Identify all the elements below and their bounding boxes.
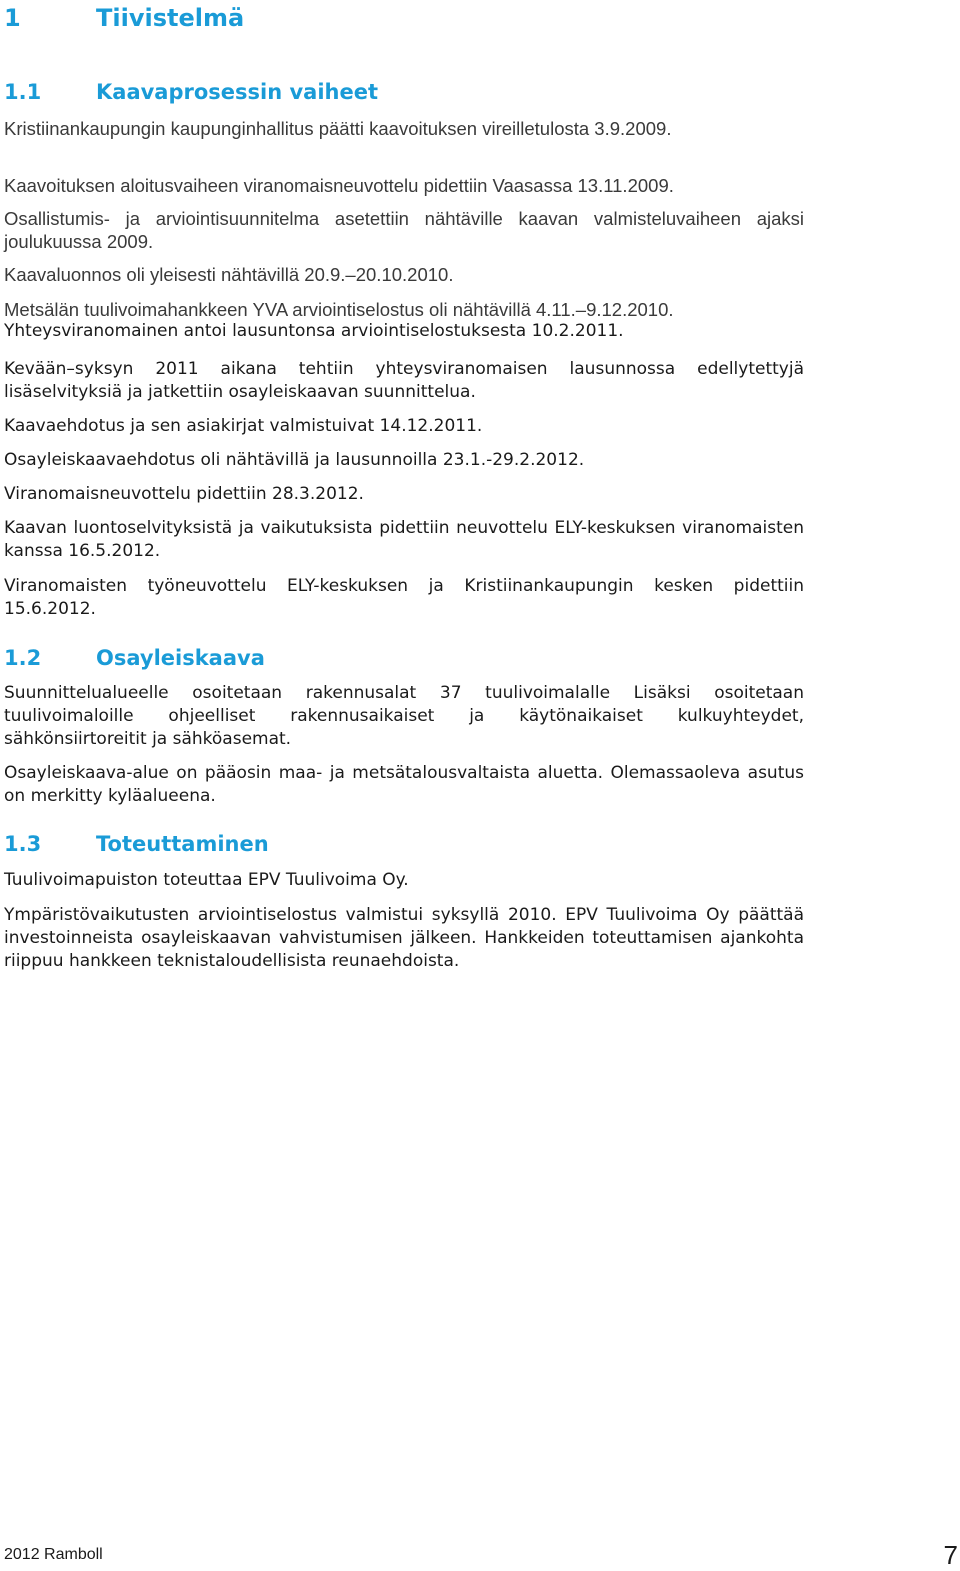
section-number: 1.1	[4, 80, 42, 104]
footer-publisher: 2012 Ramboll	[4, 1546, 103, 1563]
chapter-heading	[4, 4, 244, 32]
chapter-title: Tiivistelmä	[96, 4, 245, 32]
section-heading-1-2	[4, 646, 265, 670]
section-heading-1-3	[4, 832, 269, 856]
paragraph: Ympäristövaikutusten arviointiselostus valmistui syksyllä 2010. EPV Tuulivoima Oy päättää investoinneista osayleiskaavan vahvistumisen jälkeen. Hankkeiden toteuttamisen ajankohta riippuu hankkeen teknistaloudellisista reunaehdoista.	[4, 905, 804, 971]
paragraph: Kaavaehdotus ja sen asiakirjat valmistuivat 14.12.2011.	[4, 416, 483, 436]
page-number: 7	[943, 1540, 958, 1570]
paragraph: Osayleiskaavaehdotus oli nähtävillä ja lausunnoilla 23.1.-29.2.2012.	[4, 450, 585, 470]
section-title: Toteuttaminen	[96, 832, 269, 856]
section-title: Osayleiskaava	[96, 646, 265, 670]
paragraph: Osayleiskaava-alue on pääosin maa- ja metsätalousvaltaista aluetta. Olemassaoleva asutus on merkitty kyläalueena.	[4, 763, 804, 806]
paragraph: Kaavoituksen aloitusvaiheen viranomaisneuvottelu pidettiin Vaasassa 13.11.2009.	[4, 175, 674, 196]
section-number: 1.2	[4, 646, 42, 670]
chapter-number: 1	[4, 4, 21, 32]
paragraph: Kaavan luontoselvityksistä ja vaikutuksista pidettiin neuvottelu ELY-keskuksen viranomaisten kanssa 16.5.2012.	[4, 518, 804, 561]
paragraph: Kristiinankaupungin kaupunginhallitus päätti kaavoituksen vireilletulosta 3.9.2009.	[4, 118, 672, 139]
paragraph: Kaavaluonnos oli yleisesti nähtävillä 20.9.–20.10.2010.	[4, 264, 454, 285]
paragraph: Suunnittelualueelle osoitetaan rakennusalat 37 tuulivoimalalle Lisäksi osoitetaan tuulivoimaloille ohjeelliset rakennusaikaiset ja käytönaikaiset kulkuyhteydet, sähkönsiirtoreitit ja sähköasemat.	[4, 683, 804, 749]
paragraph: Viranomaisneuvottelu pidettiin 28.3.2012.	[4, 484, 364, 504]
paragraph: Tuulivoimapuiston toteuttaa EPV Tuulivoima Oy.	[4, 870, 409, 890]
paragraph: Viranomaisten työneuvottelu ELY-keskuksen ja Kristiinankaupungin kesken pidettiin 15.6.2012.	[4, 576, 804, 619]
paragraph: Metsälän tuulivoimahankkeen YVA arviointiselostus oli nähtävillä 4.11.–9.12.2010.	[4, 299, 674, 320]
section-title: Kaavaprosessin vaiheet	[96, 80, 379, 104]
section-heading-1-1	[4, 80, 378, 104]
paragraph: Yhteysviranomainen antoi lausuntonsa arviointiselostuksesta 10.2.2011.	[4, 321, 624, 341]
paragraph: Kevään–syksyn 2011 aikana tehtiin yhteysviranomaisen lausunnossa edellytettyjä lisäselvityksiä ja jatkettiin osayleiskaavan suunnittelua.	[4, 359, 804, 402]
paragraph: Osallistumis- ja arviointisuunnitelma asetettiin nähtäville kaavan valmisteluvaiheen ajaksi joulukuussa 2009.	[4, 208, 804, 252]
section-number: 1.3	[4, 832, 42, 856]
